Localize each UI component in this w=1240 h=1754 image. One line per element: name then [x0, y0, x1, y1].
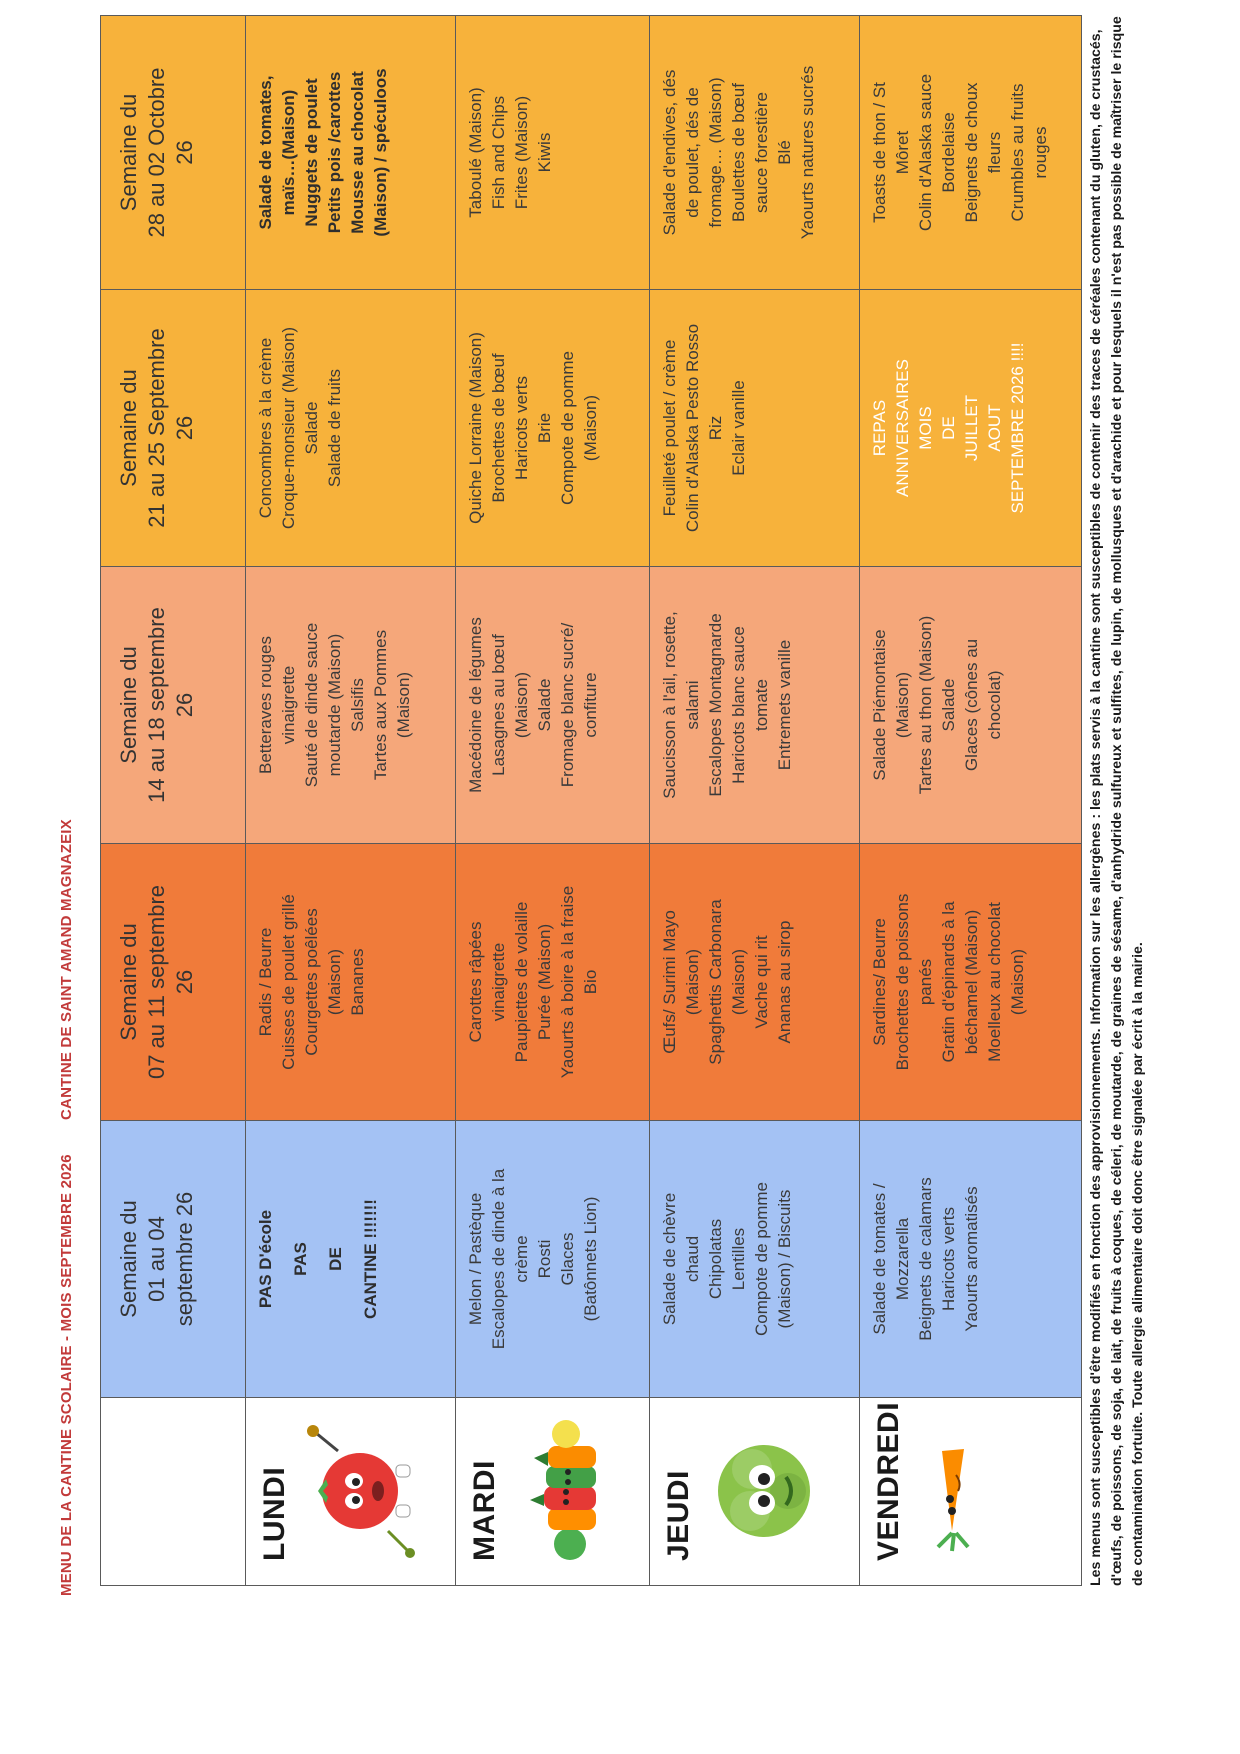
- allergen-notice: Les menus sont susceptibles d'être modifiés en fonction des approvisionnements. Information sur les allergènes : les plats servis à la cantine sont susceptibles de contenir des traces de céréales contenant du gluten, de crustacés, d'œufs, de poissons, de soja, de lait, de fruits à coques, de céleri, de moutarde, de graines de sésame, d'anhydride sulfureux et sulfites, de lupin, de mollusques et d'arachide et pour lesquels il n'est pas possible de maîtriser le risque de contamination fortuite. Toute allergie alimentaire doit donc être signalée par écrit à la mairie.: [1088, 16, 1146, 1586]
- meal-cell-mardi-week4: Quiche Lorraine (Maison) Brochettes de bœuf Haricots verts Brie Compote de pomme (Maison): [456, 290, 650, 567]
- day-name: VENDREDI: [872, 1401, 906, 1561]
- week-header-4: Semaine du 21 au 25 Septembre 26: [101, 290, 246, 567]
- meal-cell-lundi-week5: Salade de tomates, maïs…(Maison) Nuggets de poulet Petits pois /carottes Mousse au chocolat (Maison) / spéculoos: [246, 16, 456, 290]
- vegetables-group-icon: [508, 1417, 608, 1567]
- meal-cell-mardi-week3: Macédoine de légumes Lasagnes au bœuf (Maison) Salade Fromage blanc sucré/ confiture: [456, 567, 650, 844]
- meal-cell-mardi-week5: Taboulé (Maison) Fish and Chips Frites (Maison) Kiwis: [456, 16, 650, 290]
- day-row-jeudi: [649, 16, 859, 1586]
- meal-cell-lundi-week3: Betteraves rouges vinaigrette Sauté de dinde sauce moutarde (Maison) Salsifis Tartes aux Pommes (Maison): [246, 567, 456, 844]
- carrot-mascot-icon: [912, 1422, 1002, 1562]
- week-header-5: Semaine du 28 au 02 Octobre 26: [101, 16, 246, 290]
- meal-cell-mardi-week1: Melon / Pastèque Escalopes de dinde à la crème Rosti Glaces (Batônnets Lion): [456, 1121, 650, 1398]
- day-row-mardi: [456, 16, 650, 1586]
- day-cell-vendredi: [860, 1398, 1082, 1586]
- meal-cell-vendredi-week1: Salade de tomates / Mozzarella Beignets de calamars Haricots verts Yaourts aromatisés: [860, 1121, 1082, 1398]
- day-name: JEUDI: [661, 1470, 695, 1561]
- day-row-vendredi: [860, 16, 1082, 1586]
- week-header-row: [101, 16, 246, 1586]
- meal-cell-jeudi-week4: Feuilleté poulet / crème Colin d'Alaska Pesto Rosso Riz Eclair vanille: [649, 290, 859, 567]
- meal-cell-lundi-week1: PAS D'école PAS DE CANTINE !!!!!!!: [246, 1121, 456, 1398]
- meal-cell-jeudi-week5: Salade d'endives, dés de poulet, dés de fromage… (Maison) Boulettes de bœuf sauce forestière Blé Yaourts natures sucrés: [649, 16, 859, 290]
- meal-cell-jeudi-week1: Salade de chèvre chaud Chipolatas Lentilles Compote de pomme (Maison) / Biscuits: [649, 1121, 859, 1398]
- week-header-2: Semaine du 07 au 11 septembre 26: [101, 844, 246, 1121]
- lettuce-mascot-icon: [702, 1422, 822, 1562]
- day-cell-mardi: [456, 1398, 650, 1586]
- menu-title: MENU DE LA CANTINE SCOLAIRE - MOIS SEPTEMBRE 2026: [58, 1154, 75, 1596]
- week-header-3: Semaine du 14 au 18 septembre 26: [101, 567, 246, 844]
- day-name: MARDI: [468, 1460, 502, 1561]
- meal-cell-jeudi-week2: Œufs/ Surimi Mayo (Maison) Spaghettis Carbonara (Maison) Vache qui rit Ananas au sirop: [649, 844, 859, 1121]
- week-header-1: Semaine du 01 au 04 septembre 26: [101, 1121, 246, 1398]
- weekly-menu-table: [100, 15, 1082, 1586]
- day-cell-lundi: [246, 1398, 456, 1586]
- day-cell-jeudi: [649, 1398, 859, 1586]
- meal-cell-vendredi-week4: REPAS ANNIVERSAIRES MOIS DE JUILLET AOUT SEPTEMBRE 2026 !!!!: [860, 290, 1082, 567]
- meal-cell-vendredi-week2: Sardines/ Beurre Brochettes de poissons panés Gratin d'épinards à la béchamel (Maison) Moelleux au chocolat (Maison): [860, 844, 1082, 1121]
- meal-cell-lundi-week4: Concombres à la crème Croque-monsieur (Maison) Salade Salade de fruits: [246, 290, 456, 567]
- canteen-name: CANTINE DE SAINT AMAND MAGNAZEIX: [58, 819, 75, 1120]
- meal-cell-jeudi-week3: Saucisson à l'ail, rosette, salami Escalopes Montagnarde Haricots blanc sauce tomate Entremets vanille: [649, 567, 859, 844]
- day-row-lundi: [246, 16, 456, 1586]
- meal-cell-vendredi-week5: Toasts de thon / St Môret Colin d'Alaska sauce Bordelaise Beignets de choux fleurs Crumbles au fruits rouges: [860, 16, 1082, 290]
- meal-cell-lundi-week2: Radis / Beurre Cuisses de poulet grillé Courgettes poêlées (Maison) Bananes: [246, 844, 456, 1121]
- table-corner: [101, 1398, 246, 1586]
- meal-cell-vendredi-week3: Salade Piémontaise (Maison) Tartes au thon (Maison) Salade Glaces (cônes au chocolat): [860, 567, 1082, 844]
- day-name: LUNDI: [258, 1466, 291, 1561]
- tomato-mascot-icon: [298, 1422, 418, 1562]
- meal-cell-mardi-week2: Carottes râpées vinaigrette Paupiettes de volaille Purée (Maison) Yaourts à boire à la fraise Bio: [456, 844, 650, 1121]
